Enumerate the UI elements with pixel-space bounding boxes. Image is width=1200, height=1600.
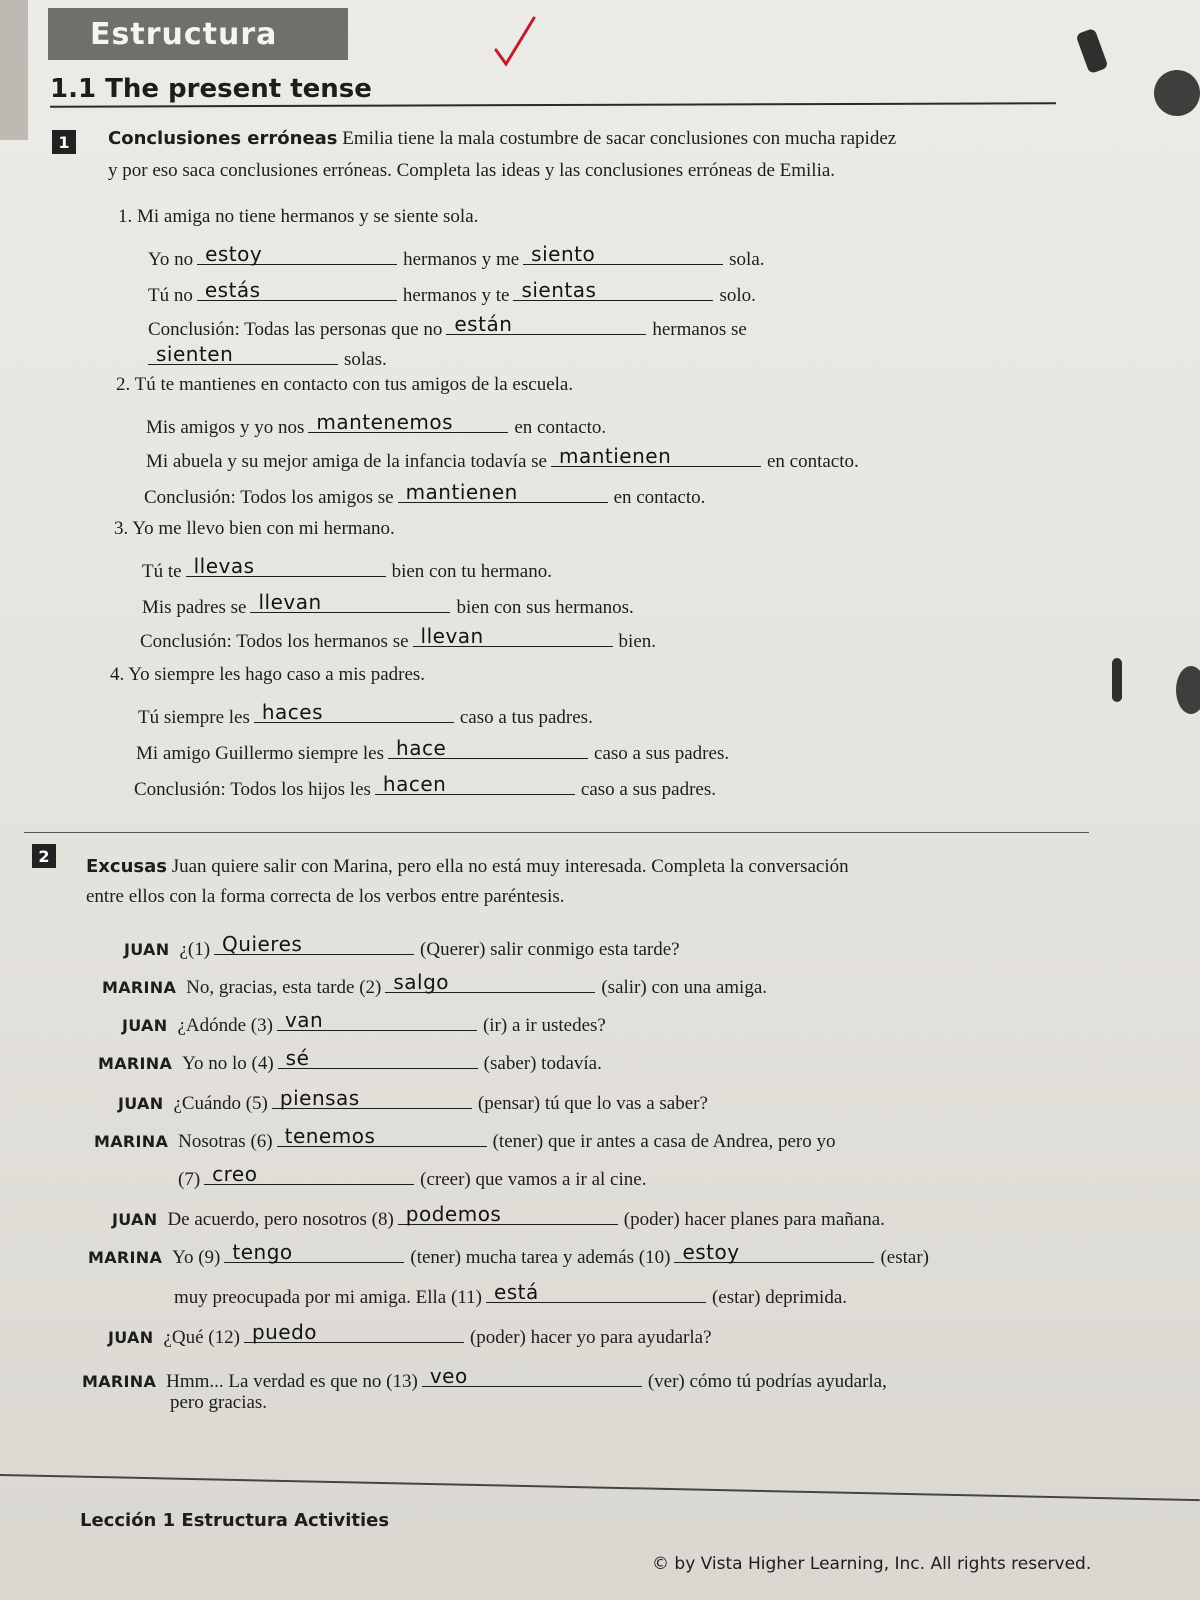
text: Conclusión: Todos los amigos se: [144, 487, 394, 508]
text: hermanos se: [652, 319, 747, 340]
dialogue-line-4: [98, 1046, 602, 1075]
dialogue-line-8: [112, 1202, 885, 1231]
item-3-prompt: 3. Yo me llevo bien con mi hermano.: [114, 518, 395, 539]
answer-blank[interactable]: [272, 1086, 472, 1109]
text: ¿Cuándo (5): [173, 1093, 268, 1114]
text: Tú no: [148, 285, 193, 306]
footer-lesson: Lección 1 Estructura Activities: [80, 1510, 390, 1531]
speaker-label: MARINA: [88, 1248, 163, 1267]
speaker-label: JUAN: [112, 1210, 158, 1229]
handwritten-answer: está: [493, 1280, 539, 1304]
text: muy preocupada por mi amiga. Ella (11): [174, 1287, 482, 1308]
text: caso a tus padres.: [459, 707, 593, 728]
answer-blank[interactable]: [385, 970, 595, 993]
answer-blank[interactable]: [224, 1240, 404, 1263]
answer-blank[interactable]: [446, 312, 646, 335]
answer-blank[interactable]: [277, 1008, 477, 1031]
text: Mi abuela y su mejor amiga de la infancia todavía se: [146, 451, 547, 472]
handwritten-answer: mantienen: [405, 480, 518, 504]
handwritten-answer: creo: [212, 1162, 258, 1186]
text: Conclusión: Todas las personas que no: [148, 319, 443, 340]
text: (estar): [880, 1247, 929, 1268]
text: ¿Qué (12): [163, 1327, 240, 1348]
handwritten-answer: estoy: [205, 242, 263, 266]
handwritten-answer: llevas: [193, 554, 255, 578]
text: (ver) cómo tú podrías ayudarla,: [647, 1371, 887, 1392]
dialogue-line-7: [178, 1162, 646, 1191]
dialogue-line-2: [102, 970, 767, 999]
item-2-line-1: [146, 410, 606, 439]
item-2-line-3: [144, 480, 705, 509]
answer-blank[interactable]: [214, 932, 414, 955]
text: bien.: [618, 631, 657, 652]
item-2-line-2: [146, 444, 859, 473]
handwritten-answer: están: [454, 312, 513, 336]
item-4-prompt: 4. Yo siempre les hago caso a mis padres.: [110, 664, 426, 685]
answer-blank[interactable]: [197, 242, 397, 265]
answer-blank[interactable]: [551, 444, 761, 467]
speaker-label: MARINA: [102, 978, 177, 997]
handwritten-answer: sientas: [521, 278, 597, 302]
exercise-2-instr-a: Juan quiere salir con Marina, pero ella no está muy interesada. Completa la conversación: [171, 856, 849, 877]
handwritten-answer: puedo: [251, 1320, 318, 1344]
dialogue-line-6: [94, 1124, 836, 1153]
handwritten-answer: haces: [261, 700, 324, 724]
exercise-2-instructions-2: entre ellos con la forma correcta de los verbos entre paréntesis.: [86, 886, 565, 907]
text: Tú siempre les: [138, 707, 250, 728]
text: (estar) deprimida.: [711, 1287, 848, 1308]
text: en contacto.: [613, 487, 706, 508]
dialogue-line-5: [118, 1086, 708, 1115]
answer-blank[interactable]: [674, 1240, 874, 1263]
text: (pensar) tú que lo vas a saber?: [477, 1093, 708, 1114]
speaker-label: JUAN: [118, 1094, 164, 1113]
speaker-label: MARINA: [82, 1372, 157, 1391]
text: (ir) a ir ustedes?: [482, 1015, 606, 1036]
exercise-1-instructions-2: y por eso saca conclusiones erróneas. Completa las ideas y las conclusiones erróneas de Emilia.: [108, 160, 836, 181]
text: Conclusión: Todos los hermanos se: [140, 631, 409, 652]
text: ¿Adónde (3): [177, 1015, 273, 1036]
answer-blank[interactable]: [278, 1046, 478, 1069]
exercise-divider: [24, 832, 1089, 833]
text: hermanos y me: [403, 249, 520, 270]
footer-copyright: © by Vista Higher Learning, Inc. All rights reserved.: [652, 1554, 1092, 1574]
handwritten-answer: sé: [285, 1046, 310, 1070]
binder-clip: [1075, 28, 1108, 74]
item-4-line-3: [134, 772, 716, 801]
handwritten-answer: sienten: [156, 342, 234, 366]
text: hermanos y te: [402, 285, 510, 306]
text: Tú te: [142, 561, 182, 582]
binder-hole: [1154, 70, 1200, 116]
answer-blank[interactable]: [254, 700, 454, 723]
item-1-line-2: [148, 278, 756, 307]
exercise-1-instr-a: Emilia tiene la mala costumbre de sacar conclusiones con mucha rapidez: [342, 128, 897, 149]
item-1-line-4: [148, 342, 387, 371]
answer-blank[interactable]: [398, 480, 608, 503]
handwritten-answer: tengo: [232, 1240, 293, 1264]
text: Yo (9): [172, 1247, 221, 1268]
text: (7): [178, 1169, 201, 1190]
item-1-line-1: [148, 242, 765, 271]
text: en contacto.: [514, 417, 607, 438]
handwritten-answer: veo: [429, 1364, 468, 1388]
text: ¿(1): [179, 939, 211, 960]
item-1-line-3: [148, 312, 747, 341]
handwritten-answer: mantenemos: [316, 410, 454, 434]
speaker-label: JUAN: [108, 1328, 154, 1347]
dialogue-line-3: [122, 1008, 606, 1037]
text: bien con tu hermano.: [391, 561, 552, 582]
text: caso a sus padres.: [580, 779, 716, 800]
text: (poder) hacer yo para ayudarla?: [469, 1327, 712, 1348]
text: (Querer) salir conmigo esta tarde?: [420, 939, 680, 960]
answer-blank[interactable]: [186, 554, 386, 577]
dialogue-line-9: [88, 1240, 929, 1269]
text: Yo no lo (4): [182, 1053, 274, 1074]
exercise-2-instructions: [86, 854, 1086, 880]
answer-blank[interactable]: [388, 736, 588, 759]
text: solas.: [344, 349, 387, 370]
handwritten-answer: tenemos: [284, 1124, 376, 1148]
exercise-1-instructions: [108, 126, 1058, 152]
item-4-line-2: [136, 736, 729, 765]
handwritten-answer: hacen: [382, 772, 447, 796]
text: (poder) hacer planes para mañana.: [623, 1209, 885, 1230]
handwritten-answer: estoy: [682, 1240, 740, 1264]
section-title: 1.1 The present tense: [50, 74, 372, 104]
exercise-1-number: 1: [52, 130, 76, 154]
answer-blank[interactable]: [204, 1162, 414, 1185]
text: (salir) con una amiga.: [601, 977, 767, 998]
answer-blank[interactable]: [523, 242, 723, 265]
text: solo.: [719, 285, 756, 306]
text: Mis amigos y yo nos: [146, 417, 305, 438]
answer-blank[interactable]: [148, 342, 338, 365]
handwritten-answer: siento: [531, 242, 596, 266]
text: (creer) que vamos a ir al cine.: [420, 1169, 647, 1190]
text: caso a sus padres.: [594, 743, 730, 764]
text: Yo no: [148, 249, 194, 270]
text: Mis padres se: [142, 597, 247, 618]
page-edge-shadow: [0, 0, 28, 140]
item-3-line-1: [142, 554, 552, 583]
answer-blank[interactable]: [486, 1280, 706, 1303]
dialogue-line-12: [82, 1364, 887, 1393]
answer-blank[interactable]: [375, 772, 575, 795]
speaker-label: JUAN: [124, 940, 170, 959]
text: Conclusión: Todos los hijos les: [134, 779, 371, 800]
text: Hmm... La verdad es que no (13): [166, 1371, 418, 1392]
item-3-line-2: [142, 590, 634, 619]
answer-blank[interactable]: [308, 410, 508, 433]
handwritten-answer: llevan: [420, 624, 484, 648]
dialogue-line-11: [108, 1320, 712, 1349]
handwritten-answer: van: [284, 1008, 324, 1032]
text: (tener) mucha tarea y además (10): [410, 1247, 671, 1268]
text: No, gracias, esta tarde (2): [186, 977, 382, 998]
handwritten-answer: podemos: [405, 1202, 502, 1226]
speaker-label: MARINA: [94, 1132, 169, 1151]
footer-rule: [0, 1474, 1200, 1501]
speaker-label: JUAN: [122, 1016, 168, 1035]
handwritten-answer: piensas: [279, 1086, 360, 1110]
text: (saber) todavía.: [483, 1053, 602, 1074]
binder-clip: [1112, 658, 1122, 702]
text: Nosotras (6): [178, 1131, 273, 1152]
exercise-2-name: Excusas: [86, 856, 167, 877]
item-4-line-1: [138, 700, 593, 729]
answer-blank[interactable]: [197, 278, 397, 301]
answer-blank[interactable]: [398, 1202, 618, 1225]
handwritten-answer: Quieres: [222, 932, 303, 956]
answer-blank[interactable]: [244, 1320, 464, 1343]
item-3-line-3: [140, 624, 656, 653]
binder-hole: [1176, 666, 1200, 714]
handwritten-answer: salgo: [393, 970, 450, 994]
checkmark-icon: [494, 14, 538, 70]
text: De acuerdo, pero nosotros (8): [167, 1209, 394, 1230]
handwritten-answer: mantienen: [558, 444, 672, 468]
handwritten-answer: estás: [204, 278, 261, 302]
item-2-prompt: 2. Tú te mantienes en contacto con tus amigos de la escuela.: [116, 374, 574, 395]
dialogue-line-13: pero gracias.: [170, 1392, 268, 1413]
handwritten-answer: hace: [396, 736, 447, 760]
answer-blank[interactable]: [513, 278, 713, 301]
text: bien con sus hermanos.: [456, 597, 634, 618]
exercise-1-name: Conclusiones erróneas: [108, 128, 338, 149]
answer-blank[interactable]: [250, 590, 450, 613]
answer-blank[interactable]: [277, 1124, 487, 1147]
item-1-prompt: 1. Mi amiga no tiene hermanos y se siente sola.: [118, 206, 479, 227]
dialogue-line-1: [124, 932, 680, 961]
text: en contacto.: [766, 451, 859, 472]
handwritten-answer: llevan: [258, 590, 322, 614]
chapter-header: Estructura: [48, 8, 348, 60]
text: Mi amigo Guillermo siempre les: [136, 743, 385, 764]
text: sola.: [729, 249, 765, 270]
dialogue-line-10: [174, 1280, 847, 1309]
answer-blank[interactable]: [413, 624, 613, 647]
speaker-label: MARINA: [98, 1054, 173, 1073]
text: (tener) que ir antes a casa de Andrea, pero yo: [492, 1131, 836, 1152]
answer-blank[interactable]: [422, 1364, 642, 1387]
exercise-2-number: 2: [32, 844, 56, 868]
